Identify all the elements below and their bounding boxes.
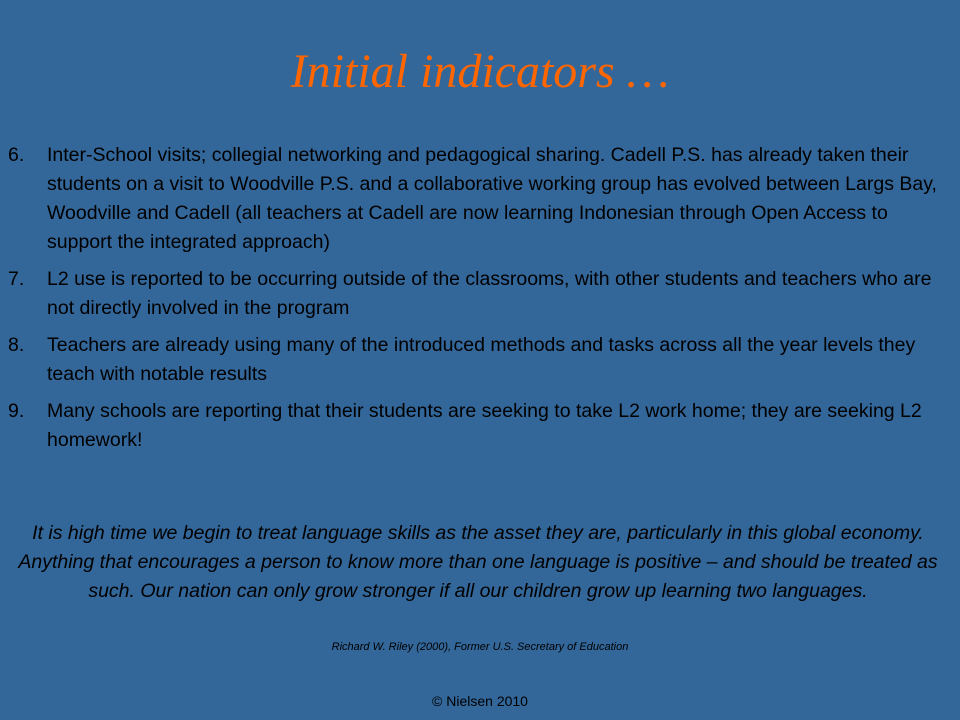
list-item-number: 8. [8,334,25,356]
indicator-list [8,141,948,463]
quote: It is high time we begin to treat language skills as the asset they are, particularly in this global economy. Anything that encourages a person to know more than one language is positive – and should be treated as such. Our nation can only grow stronger if all our children grow up learning two languages. [18,522,938,602]
list-item-text: Inter-School visits; collegial networking and pedagogical sharing. Cadell P.S. has already taken their students on a visit to Woodville P.S. and a collaborative working group has evolved between Largs Bay, Woodville and Cadell (all teachers at Cadell are now learning Indonesian through Open Access to support the integrated approach) [47,144,937,253]
list-item-number: 9. [8,400,25,422]
list-item-text: Teachers are already using many of the introduced methods and tasks across all the year levels they teach with notable results [47,334,916,385]
quote-attribution: Richard W. Riley (2000), Former U.S. Secretary of Education [331,641,629,653]
list-item-text: L2 use is reported to be occurring outside of the classrooms, with other students and teachers who are not directly involved in the program [47,268,932,319]
list-item-number: 6. [8,144,25,166]
slide-title: Initial indicators … [290,45,670,98]
list-item-number: 7. [8,268,25,290]
copyright-footer: © Nielsen 2010 [432,693,528,709]
list-item [8,331,948,389]
list-item [8,141,948,257]
list-item-text: Many schools are reporting that their students are seeking to take L2 work home; they are seeking L2 homework! [47,400,922,451]
list-item [8,397,948,455]
list-item [8,265,948,323]
